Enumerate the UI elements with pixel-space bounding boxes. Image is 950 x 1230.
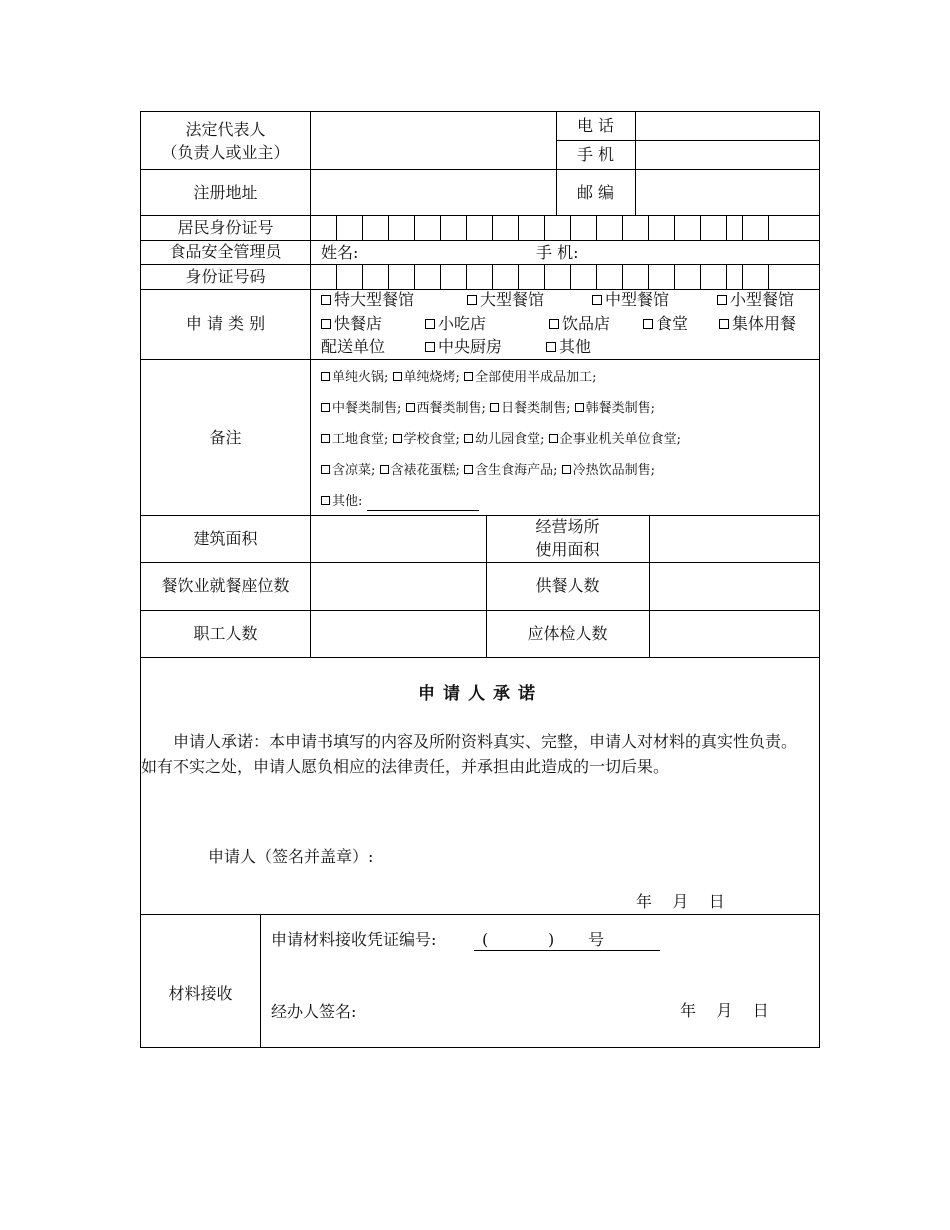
checkbox-icon (321, 496, 330, 505)
legal-rep-label: 法定代表人 (185, 120, 266, 139)
checkbox-icon (562, 465, 571, 474)
remark-option[interactable]: 企事业机关单位食堂; (549, 432, 681, 447)
category-label: 申 请 类 别 (185, 314, 266, 333)
category-option[interactable]: 其他 (546, 337, 591, 357)
checkbox-icon (393, 434, 402, 443)
checkbox-icon (321, 465, 330, 474)
remark-option[interactable]: 单纯火锅; (321, 370, 388, 385)
remark-option[interactable]: 日餐类制售; (490, 401, 570, 416)
commitment-text: 申请人承诺：本申请书填写的内容及所附资料真实、完整，申请人对材料的真实性负责。如有不实之处，申请人愿负相应的法律责任，并承担由此造成的一切后果。 (141, 732, 798, 776)
remark-option[interactable]: 西餐类制售; (406, 401, 486, 416)
receipt-date: 年 月 日 (680, 1001, 769, 1020)
address-label: 注册地址 (193, 183, 258, 202)
checkbox-icon (592, 295, 602, 305)
checkbox-icon (549, 319, 559, 329)
category-option[interactable]: 大型餐馆 (467, 290, 544, 310)
checkbox-icon (546, 342, 556, 352)
id-label: 居民身份证号 (177, 218, 274, 237)
checkbox-icon (321, 372, 330, 381)
remark-option[interactable]: 韩餐类制售; (575, 401, 655, 416)
category-option[interactable]: 小吃店 (425, 314, 486, 334)
remark-option[interactable]: 全部使用半成品加工; (464, 370, 596, 385)
application-form (140, 111, 820, 1048)
category-option[interactable]: 中型餐馆 (592, 290, 669, 310)
divider (141, 240, 820, 241)
divider (141, 215, 820, 216)
business-area-label: 使用面积 (535, 540, 600, 559)
receipt-label: 材料接收 (168, 984, 233, 1003)
seats-input[interactable] (311, 563, 486, 610)
postcode-input[interactable] (636, 170, 820, 215)
checkbox-icon (464, 372, 473, 381)
mobile-label: 手 机 (576, 145, 615, 164)
postcode-label: 邮 编 (576, 183, 615, 202)
remark-option[interactable]: 学校食堂; (393, 432, 460, 447)
checkbox-icon (467, 295, 477, 305)
checkbox-icon (321, 319, 331, 329)
commitment-date: 年 月 日 (636, 892, 725, 911)
checkbox-icon (643, 319, 653, 329)
remark-option[interactable]: 中餐类制售; (321, 401, 401, 416)
remarks-line (321, 400, 655, 418)
phone-input[interactable] (636, 113, 820, 140)
remark-option[interactable]: 含生食海产品; (464, 463, 557, 478)
category-option-continued: 配送单位 (321, 337, 386, 356)
category-option[interactable]: 快餐店 (321, 314, 382, 334)
remarks-line (321, 462, 655, 480)
food-manager-label: 食品安全管理员 (169, 242, 282, 261)
remark-option[interactable]: 冷热饮品制售; (562, 463, 655, 478)
manager-id-label: 身份证号码 (185, 267, 266, 286)
checkbox-icon (490, 403, 499, 412)
remark-option-other[interactable]: 其他: (321, 493, 479, 511)
voucher-label: 申请材料接收凭证编号: (271, 930, 437, 949)
legal-rep-sublabel: （负责人或业主） (161, 143, 290, 162)
commitment-title: 申请人承诺 (418, 684, 543, 704)
phone-label: 电 话 (576, 116, 615, 135)
divider (260, 914, 261, 1048)
checkbox-icon (549, 434, 558, 443)
checkbox-icon (321, 403, 330, 412)
divider (141, 264, 820, 265)
checkbox-icon (321, 295, 331, 305)
checkbox-icon (464, 465, 473, 474)
checkbox-icon (425, 342, 435, 352)
remarks-line (321, 369, 596, 387)
building-area-input[interactable] (311, 516, 486, 562)
checkbox-icon (717, 295, 727, 305)
meals-input[interactable] (650, 563, 820, 610)
category-option[interactable]: 中央厨房 (425, 337, 502, 357)
health-check-label: 应体检人数 (527, 624, 608, 643)
business-area-label: 经营场所 (535, 517, 600, 536)
remark-option[interactable]: 幼儿园食堂; (464, 432, 544, 447)
divider (141, 657, 820, 658)
checkbox-icon (425, 319, 435, 329)
divider (141, 359, 820, 360)
remark-option[interactable]: 单纯烧烤; (393, 370, 460, 385)
checkbox-icon (380, 465, 389, 474)
mobile-input[interactable] (636, 141, 820, 169)
checkbox-icon (464, 434, 473, 443)
remark-option[interactable]: 工地食堂; (321, 432, 388, 447)
other-input[interactable] (367, 496, 479, 511)
remarks-label: 备注 (209, 428, 242, 447)
category-option[interactable]: 集体用餐 (719, 314, 796, 334)
category-option[interactable]: 小型餐馆 (717, 290, 794, 310)
signature-label: 申请人（签名并盖章）: (208, 847, 374, 866)
seats-label: 餐饮业就餐座位数 (161, 576, 290, 595)
legal-rep-input[interactable] (311, 113, 556, 169)
health-check-input[interactable] (650, 611, 820, 657)
meals-label: 供餐人数 (535, 576, 600, 595)
business-area-input[interactable] (650, 516, 820, 562)
address-input[interactable] (311, 170, 556, 215)
staff-input[interactable] (311, 611, 486, 657)
handler-signature-label: 经办人签名: (271, 1002, 357, 1021)
checkbox-icon (393, 372, 402, 381)
category-option[interactable]: 特大型餐馆 (321, 290, 414, 310)
building-area-label: 建筑面积 (193, 529, 258, 548)
voucher-number-input[interactable]: ( ) 号 (474, 930, 660, 951)
divider (141, 914, 820, 915)
manager-mobile-label: 手 机: (536, 243, 579, 262)
checkbox-icon (575, 403, 584, 412)
checkbox-icon (719, 319, 729, 329)
staff-label: 职工人数 (193, 624, 258, 643)
checkbox-icon (321, 434, 330, 443)
category-option[interactable]: 饮品店 (549, 314, 610, 334)
remark-option[interactable]: 含裱花蛋糕; (380, 463, 460, 478)
checkbox-icon (406, 403, 415, 412)
manager-name-label: 姓名: (321, 243, 359, 262)
remark-option[interactable]: 含凉菜; (321, 463, 375, 478)
category-option[interactable]: 食堂 (643, 314, 688, 334)
remarks-line (321, 431, 681, 449)
